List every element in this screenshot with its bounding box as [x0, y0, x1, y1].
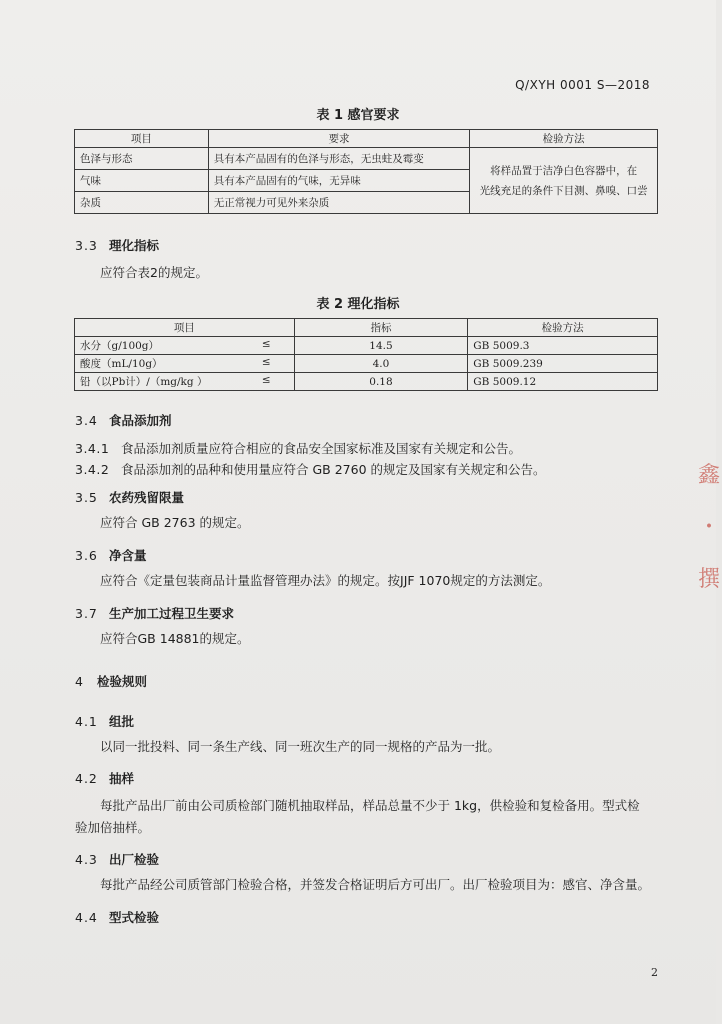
table-header-cell: 项目	[75, 130, 209, 148]
section-text: 每批产品经公司质管部门检验合格，并签发合格证明后方可出厂。出厂检验项目为：感官、净含量。	[100, 877, 651, 892]
table-header-row	[75, 319, 658, 337]
table-cell: GB 5009.12	[468, 373, 658, 391]
section-title: 出厂检验	[109, 852, 160, 867]
section-number: 3.5	[75, 490, 98, 505]
section-number: 4.4	[75, 910, 98, 925]
item-name: 水分（g/100g）	[80, 340, 160, 352]
chapter-heading	[75, 672, 147, 690]
table-cell: 气味	[75, 170, 209, 192]
section-heading	[75, 908, 159, 926]
section-number: 3.6	[75, 548, 98, 563]
section-title: 农药残留限量	[109, 490, 185, 505]
comparator: ≤	[261, 356, 271, 368]
table-header-cell: 要求	[208, 130, 470, 148]
item-name: 铅（以Pb计）/（mg/kg ）	[80, 376, 208, 388]
page-number: 2	[651, 966, 658, 979]
table-cell	[75, 355, 295, 373]
section-text-line: 每批产品出厂前由公司质检部门随机抽取样品，样品总量不少于 1kg，供检验和复检备用。型式检	[100, 798, 640, 813]
section-heading	[75, 236, 159, 254]
section-text: 应符合 GB 2763 的规定。	[100, 515, 250, 530]
standard-code: Q/XYH 0001 S—2018	[515, 78, 650, 92]
item-name: 酸度（mL/10g）	[80, 358, 163, 370]
subsection-text: 食品添加剂的品种和使用量应符合 GB 2760 的规定及国家有关规定和公告。	[121, 462, 546, 477]
table-cell: 4.0	[294, 355, 468, 373]
comparator: ≤	[261, 374, 271, 386]
table-row	[75, 337, 658, 355]
table-cell: 14.5	[294, 337, 468, 355]
section-number: 4.3	[75, 852, 98, 867]
table-cell: 杂质	[75, 192, 209, 214]
table-cell: 具有本产品固有的色泽与形态，无虫蛀及霉变	[208, 148, 470, 170]
section-text: 应符合表2的规定。	[100, 265, 208, 280]
table-cell	[75, 373, 295, 391]
table-row	[75, 355, 658, 373]
chapter-title: 检验规则	[97, 674, 148, 689]
table-cell: GB 5009.239	[468, 355, 658, 373]
inspection-method-cell	[470, 148, 658, 214]
section-number: 3.3	[75, 238, 98, 253]
stamp-char: 鑫	[697, 463, 720, 488]
section-heading	[75, 488, 184, 506]
table-cell: GB 5009.3	[468, 337, 658, 355]
sensory-table	[74, 129, 658, 214]
section-title: 理化指标	[109, 238, 160, 253]
table-header-cell: 项目	[75, 319, 295, 337]
section-heading	[75, 850, 159, 868]
table-header-cell: 指标	[294, 319, 468, 337]
subsection	[75, 460, 660, 478]
table1-title: 表 1 感官要求	[316, 108, 400, 123]
subsection-text: 食品添加剂质量应符合相应的食品安全国家标准及国家有关规定和公告。	[121, 441, 522, 456]
table-cell: 0.18	[294, 373, 468, 391]
table-cell: 色泽与形态	[75, 148, 209, 170]
section-title: 食品添加剂	[109, 413, 172, 428]
section-number: 3.4	[75, 413, 98, 428]
section-title: 型式检验	[109, 910, 160, 925]
table-row	[75, 148, 658, 170]
section-heading	[75, 712, 134, 730]
method-line: 将样品置于洁净白色容器中，在	[490, 164, 638, 177]
table-cell: 无正常视力可见外来杂质	[208, 192, 470, 214]
table2-title: 表 2 理化指标	[316, 297, 400, 312]
subsection-number: 3.4.1	[75, 441, 110, 456]
section-text: 应符合《定量包装商品计量监督管理办法》的规定。按JJF 1070规定的方法测定。	[100, 573, 551, 588]
section-title: 组批	[109, 714, 135, 729]
table-row	[75, 373, 658, 391]
section-title: 抽样	[109, 771, 135, 786]
section-number: 3.7	[75, 606, 98, 621]
section-heading	[75, 411, 172, 429]
section-text-line: 验加倍抽样。	[75, 820, 151, 835]
section-heading	[75, 546, 147, 564]
section-heading	[75, 604, 234, 622]
stamp-char: ・	[697, 515, 720, 540]
section-heading	[75, 769, 134, 787]
section-title: 净含量	[109, 548, 147, 563]
section-number: 4.2	[75, 771, 98, 786]
table-header-cell: 检验方法	[470, 130, 658, 148]
section-title: 生产加工过程卫生要求	[109, 606, 235, 621]
subsection	[75, 439, 660, 457]
subsection-number: 3.4.2	[75, 462, 110, 477]
table-cell: 具有本产品固有的气味，无异味	[208, 170, 470, 192]
stamp-char: 撰	[697, 567, 720, 592]
section-text: 应符合GB 14881的规定。	[100, 631, 250, 646]
physicochemical-table	[74, 318, 658, 391]
chapter-number: 4	[75, 674, 84, 689]
comparator: ≤	[261, 338, 271, 350]
table-header-row	[75, 130, 658, 148]
table-header-cell: 检验方法	[468, 319, 658, 337]
method-line: 光线充足的条件下目测、鼻嗅、口尝	[479, 184, 648, 197]
table-cell	[75, 337, 295, 355]
section-text: 以同一批投料、同一条生产线、同一班次生产的同一规格的产品为一批。	[100, 739, 501, 754]
red-seal-stamp	[696, 450, 722, 610]
section-number: 4.1	[75, 714, 98, 729]
